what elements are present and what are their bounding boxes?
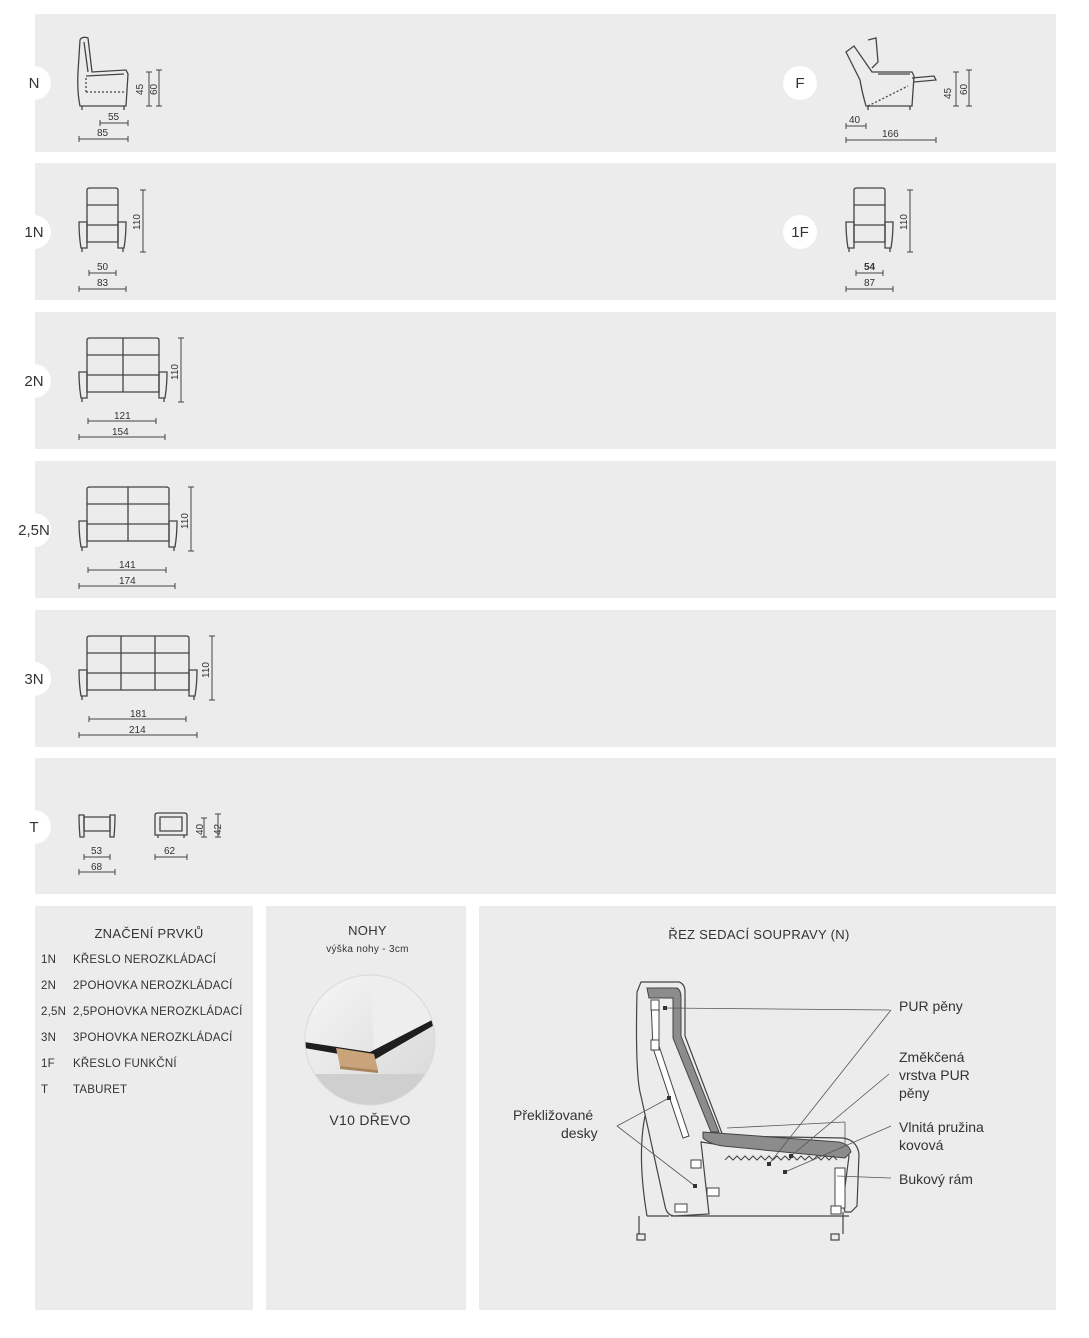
legend-label: TABURET — [73, 1084, 128, 1096]
label-spring-1: Vlnitá pružina — [899, 1119, 984, 1135]
sofa-2n-front-view — [70, 330, 195, 445]
dim-2-5n-width: 174 — [119, 576, 136, 587]
dim-2n-height: 110 — [170, 364, 181, 380]
label-plywood-1: Překližované — [513, 1107, 594, 1123]
badge-n: N — [17, 66, 51, 100]
legend-code: 3N — [41, 1032, 57, 1044]
legend-panel — [35, 906, 253, 1310]
dim-t-height: 42 — [213, 823, 224, 835]
dim-f-depth: 166 — [882, 129, 899, 140]
legend-label: KŘESLO FUNKČNÍ — [73, 1058, 177, 1070]
legend-label: 2,5POHOVKA NEROZKLÁDACÍ — [73, 1006, 243, 1018]
dim-2-5n-seat: 141 — [119, 560, 136, 571]
sofa-3n-front-view — [70, 628, 230, 743]
dim-n-seat-depth: 55 — [108, 112, 120, 123]
label-softened-foam-3: pěny — [899, 1085, 930, 1101]
armchair-n-side-view — [70, 32, 180, 147]
badge-3n: 3N — [17, 662, 51, 696]
label-spring-2: kovová — [899, 1137, 944, 1153]
dim-3n-height: 110 — [201, 662, 212, 678]
dim-1f-height: 110 — [899, 214, 910, 230]
legend-code: 1N — [41, 954, 57, 966]
label-plywood-2: desky — [561, 1125, 598, 1141]
dim-1n-width: 83 — [97, 278, 109, 289]
armchair-1n-front-view — [70, 180, 160, 295]
dim-1n-seat: 50 — [97, 262, 109, 273]
badge-2-5n: 2,5N — [17, 513, 51, 547]
dim-n-height: 60 — [149, 83, 160, 95]
cross-section-title: ŘEZ SEDACÍ SOUPRAVY (N) — [668, 927, 850, 942]
dim-1f-seat: 54 — [864, 262, 876, 273]
legs-caption: V10 DŘEVO — [329, 1112, 411, 1128]
armchair-1f-front-view — [837, 180, 927, 295]
label-pur-foam: PUR pěny — [899, 998, 963, 1014]
dim-t-seat: 53 — [91, 846, 103, 857]
badge-f: F — [783, 66, 817, 100]
dim-n-depth: 85 — [97, 128, 109, 139]
dim-t-width: 68 — [91, 862, 103, 873]
dim-3n-width: 214 — [129, 725, 146, 736]
badge-1f: 1F — [783, 215, 817, 249]
stool-t-views — [70, 805, 240, 880]
dim-f-seat-height: 45 — [943, 87, 954, 99]
legs-title: NOHY — [348, 923, 387, 938]
dim-t-depth: 62 — [164, 846, 176, 857]
legs-panel — [266, 906, 466, 1310]
legs-subtitle: výška nohy - 3cm — [326, 944, 409, 955]
dim-3n-seat: 181 — [130, 709, 147, 720]
dim-2n-seat: 121 — [114, 411, 131, 422]
dim-n-seat-height: 45 — [135, 83, 146, 95]
label-beech-frame: Bukový rám — [899, 1171, 973, 1187]
legend-code: 2,5N — [41, 1006, 67, 1018]
dim-1f-width: 87 — [864, 278, 876, 289]
badge-1n: 1N — [17, 215, 51, 249]
dim-2n-width: 154 — [112, 427, 129, 438]
legend-code: T — [41, 1084, 49, 1096]
dim-1n-height: 110 — [132, 214, 143, 230]
cross-section-panel — [479, 906, 1056, 1310]
legend-title: ZNAČENÍ PRVKŮ — [94, 926, 204, 941]
badge-t: T — [17, 810, 51, 844]
leg-photo — [304, 974, 436, 1106]
legend-code: 1F — [41, 1058, 55, 1070]
label-softened-foam-2: vrstva PUR — [899, 1067, 970, 1083]
dim-f-height: 60 — [959, 83, 970, 95]
label-softened-foam-1: Změkčená — [899, 1049, 965, 1065]
badge-2n: 2N — [17, 364, 51, 398]
dim-f-seat: 40 — [849, 115, 861, 126]
legend-label: 3POHOVKA NEROZKLÁDACÍ — [73, 1032, 233, 1044]
dim-t-seat-height: 40 — [195, 823, 206, 835]
dim-2-5n-height: 110 — [180, 513, 191, 529]
sofa-2-5n-front-view — [70, 479, 205, 594]
legend-label: KŘESLO NEROZKLÁDACÍ — [73, 954, 217, 966]
legend-code: 2N — [41, 980, 57, 992]
legend-label: 2POHOVKA NEROZKLÁDACÍ — [73, 980, 233, 992]
armchair-f-reclined-view — [838, 32, 978, 147]
